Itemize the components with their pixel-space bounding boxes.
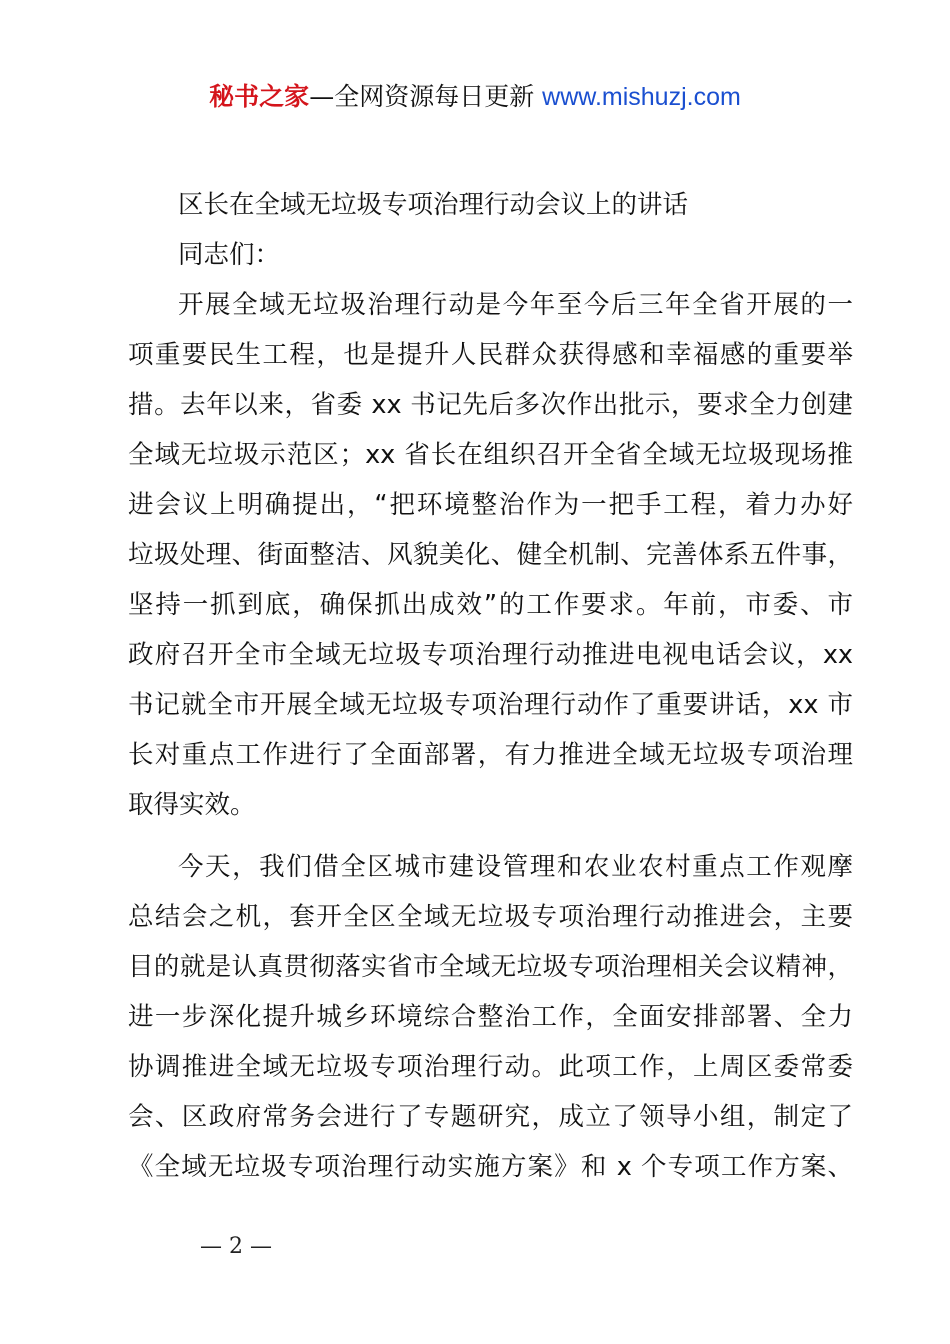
paragraph-line: 《全域无垃圾专项治理行动实施方案》和 x 个专项工作方案、 [128, 1152, 853, 1182]
site-header [0, 80, 950, 114]
paragraph-line: 协调推进全域无垃圾专项治理行动。此项工作，上周区委常委 [128, 1052, 853, 1082]
page-number: — 2 — [200, 1234, 272, 1259]
paragraph-1 [128, 280, 853, 830]
paragraph-line: 总结会之机，套开全区全域无垃圾专项治理行动推进会，主要 [128, 902, 853, 932]
paragraph-line: 开展全域无垃圾治理行动是今年至今后三年全省开展的一 [178, 290, 853, 320]
site-url-link[interactable]: www.mishuzj.com [542, 83, 741, 111]
paragraph-line: 取得实效。 [128, 790, 256, 820]
paragraph-line: 进一步深化提升城乡环境综合整治工作，全面安排部署、全力 [128, 1002, 853, 1032]
paragraph-line: 会、区政府常务会进行了专题研究，成立了领导小组，制定了 [128, 1102, 853, 1132]
paragraph-line: 长对重点工作进行了全面部署，有力推进全域无垃圾专项治理 [128, 740, 853, 770]
paragraph-line: 坚持一抓到底，确保抓出成效”的工作要求。年前，市委、市 [128, 590, 853, 620]
site-slogan: —全网资源每日更新 [309, 82, 535, 111]
paragraph-line: 书记就全市开展全域无垃圾专项治理行动作了重要讲话，xx 市 [128, 690, 853, 720]
paragraph-line: 垃圾处理、街面整洁、风貌美化、健全机制、完善体系五件事， [128, 540, 853, 570]
paragraph-line: 政府召开全市全域无垃圾专项治理行动推进电视电话会议，xx [128, 640, 853, 670]
site-brand: 秘书之家 [209, 82, 310, 111]
salutation: 同志们： [178, 240, 281, 270]
paragraph-2 [128, 842, 853, 1192]
paragraph-line: 项重要民生工程，也是提升人民群众获得感和幸福感的重要举 [128, 340, 853, 370]
document-body [128, 180, 853, 1192]
paragraph-line: 措。去年以来，省委 xx 书记先后多次作出批示，要求全力创建 [128, 390, 853, 420]
paragraph-line: 目的就是认真贯彻落实省市全域无垃圾专项治理相关会议精神， [128, 952, 853, 982]
document-title: 区长在全域无垃圾专项治理行动会议上的讲话 [178, 190, 689, 220]
paragraph-line: 全域无垃圾示范区；xx 省长在组织召开全省全域无垃圾现场推 [128, 440, 853, 470]
paragraph-line: 进会议上明确提出，“把环境整治作为一把手工程，着力办好 [128, 490, 853, 520]
paragraph-line: 今天，我们借全区城市建设管理和农业农村重点工作观摩 [178, 852, 853, 882]
